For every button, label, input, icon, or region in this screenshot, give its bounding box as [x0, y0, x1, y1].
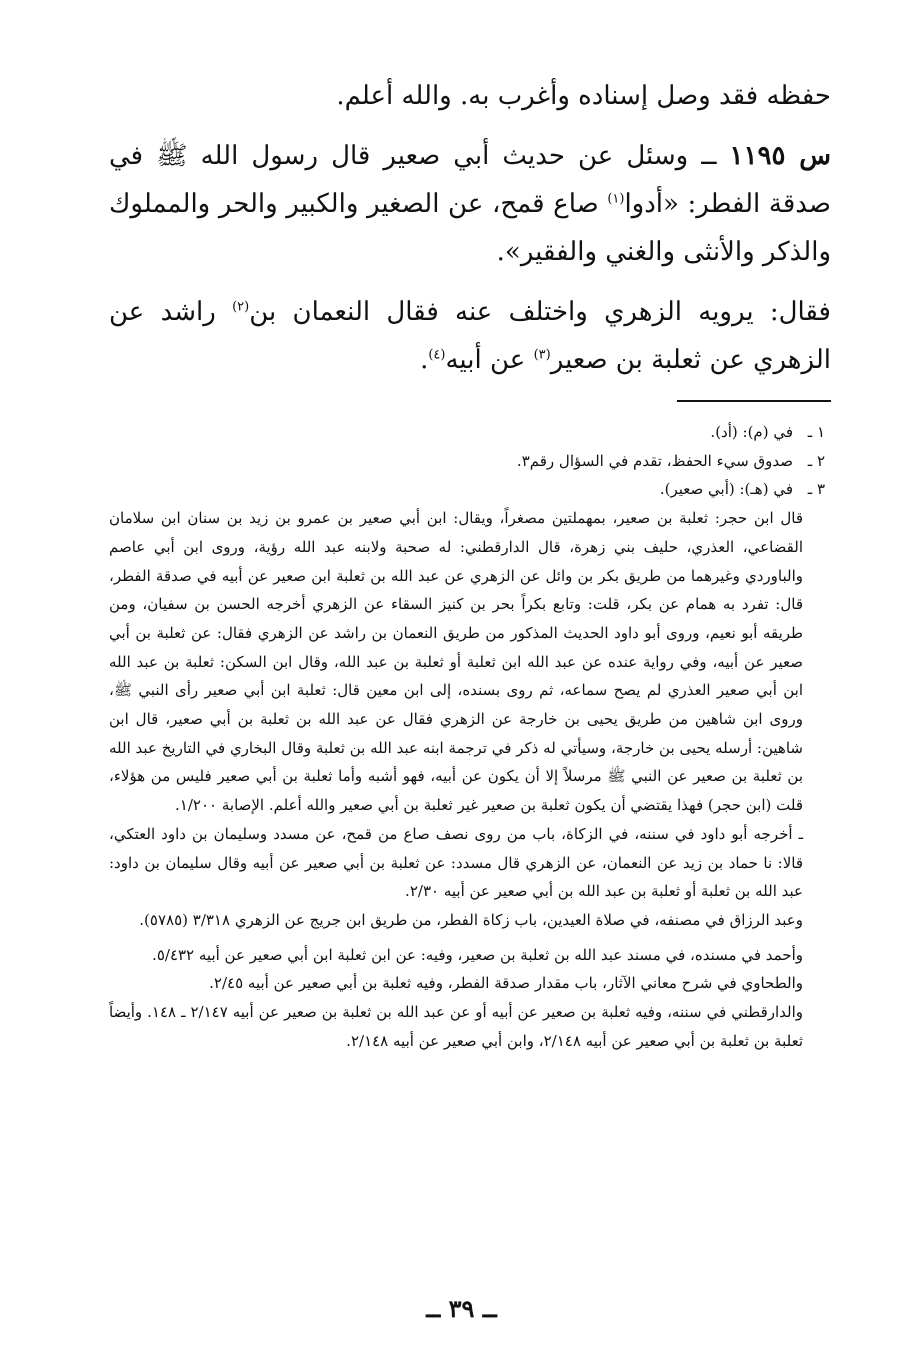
footnote-4-tahawi: والطحاوي في شرح معاني الآثار، باب مقدار صدقة الفطر، وفيه ثعلبة بن أبي صعير عن أبيه ٢/٤٥.: [209, 974, 803, 993]
footnote-ref-1: (١): [607, 191, 625, 207]
footnote-4: [109, 820, 825, 906]
footnotes: [109, 418, 825, 1055]
footnote-2: [109, 447, 825, 476]
footnote-ref-2: (٢): [232, 299, 250, 315]
footnote-3-text: في (هـ): (أبي صعير).: [659, 480, 793, 499]
page-number: ــ ٣٩ ــ: [426, 1294, 497, 1323]
footnote-2-number: ٢ ـ: [807, 451, 825, 470]
footnote-1-text: في (م): (أد).: [710, 423, 793, 441]
answer-text-b: راشد عن الزهري عن ثعلبة بن صعير: [109, 297, 831, 375]
footnote-4-text: أخرجه أبو داود في سننه، في الزكاة، باب من روى نصف صاع من قمح، عن مسدد وسليمان بن داود العتكي، قالا: نا حماد بن زيد عن النعمان، عن الزهري قال مسدد: عن ثعلبة بن أبي صعير عن أبيه وقال سليمان بن داود: عبد الله بن ثعلبة أو ثعلبة بن عبد الله بن أبي صعير عن أبيه ٢/٣٠.: [109, 824, 803, 901]
footnote-ref-3: (٣): [533, 347, 551, 363]
main-text: [109, 72, 831, 384]
answer-text-a: فقال: يرويه الزهري واختلف عنه فقال النعمان بن: [249, 297, 831, 327]
footnote-4-number: ـ: [798, 824, 803, 843]
intro-line: حفظه فقد وصل إسناده وأغرب به. والله أعلم.: [336, 81, 831, 111]
answer-text-c: عن أبيه: [445, 345, 534, 375]
question-paragraph: [109, 132, 831, 276]
footnote-4-ahmad: وأحمد في مسنده، في مسند عبد الله بن ثعلبة بن صعير، وفيه: عن ابن ثعلبة ابن أبي صعير عن أبيه ٥/٤٣٢.: [152, 945, 803, 964]
answer-text-d: .: [420, 345, 429, 375]
footnote-1: [109, 418, 825, 447]
footnote-3: [109, 475, 825, 504]
question-number: س ١١٩٥: [729, 141, 831, 171]
question-text-b: صاع قمح، عن الصغير والكبير والحر والمملوك والذكر والأنثى والغني والفقير».: [109, 189, 831, 267]
footnote-4-abdulrazzaq: وعبد الرزاق في مصنفه، في صلاة العيدين، باب زكاة الفطر، من طريق ابن جريج عن الزهري ٣/٣١٨ (٥٧٨٥).: [139, 910, 803, 929]
footnote-1-number: ١ ـ: [807, 423, 825, 441]
question-text-a: ــ وسئل عن حديث أبي صعير قال رسول الله ﷺ في صدقة الفطر: «أدوا: [109, 141, 831, 219]
footnote-2-text: صدوق سيء الحفظ، تقدم في السؤال رقم٣.: [516, 451, 793, 470]
footnote-3-body: قال ابن حجر: ثعلبة بن صعير، بمهملتين مصغراً، ويقال: ابن أبي صعير بن عمرو بن زيد بن سنان ابن سلامان القضاعي، العذري، حليف بني زهرة، قال الدارقطني: له صحبة ولابنه عبد الله رؤية، وروى ابن أبي عاصم والباوردي وغيرهما من طريق بكر بن وائل عن الزهري عن عبد الله بن ثعلبة ابن صعير عن أبيه في صدقة الفطر، قال: تفرد به همام عن بكر، قلت: وتابع بكراً بحر بن كنيز السقاء عن الزهري أخرجه الحسن بن سفيان، ومن طريقه أبو نعيم، وروى أبو داود الحديث المذكور من طريق النعمان بن راشد عن الزهري فقال: عن ثعلبة بن أبي صعير عن أبيه، وفي رواية عنده عن عبد الله ابن ثعلبة أو ثعلبة بن عبد الله، وقال ابن السكن: ثعلبة بن عبد الله ابن أبي صعير العذري لم يصح سماعه، ثم روى بسنده، إلى ابن معين قال: ثعلبة ابن أبي صعير رأى النبي ﷺ، وروى ابن شاهين من طريق يحيى بن خارجة عن الزهري فقال عن عبد الله بن ثعلبة بن أبي صعير، قال ابن شاهين: أرسله يحيى بن خارجة، وسيأتي له ذكر في ترجمة ابنه عبد الله بن ثعلبة وقال البخاري في التاريخ عبد الله بن ثعلبة بن صعير عن النبي ﷺ مرسلاً إلا أن يكون عن أبيه، فهو أشبه وأما ثعلبة بن أبي صعير فليس من هؤلاء، قلت (ابن حجر) فهذا يقتضي أن يكون ثعلبة بن صعير غير ثعلبة بن أبي صعير والله أعلم. الإصابة ١/٢٠٠.: [109, 509, 803, 815]
footnote-ref-4: (٤): [428, 347, 446, 363]
answer-paragraph: [109, 288, 831, 384]
footnote-separator: [677, 400, 831, 402]
footnote-4-daraqutni: والدارقطني في سننه، وفيه ثعلبة بن صعير عن أبيه أو عن عبد الله بن ثعلبة بن صعير عن أبيه ٢/١٤٧ ـ ١٤٨. وأيضاً ثعلبة بن ثعلبة بن أبي صعير عن أبيه ٢/١٤٨، وابن أبي صعير عن أبيه ٢/١٤٨.: [109, 1003, 804, 1050]
footnote-3-number: ٣ ـ: [807, 480, 825, 499]
